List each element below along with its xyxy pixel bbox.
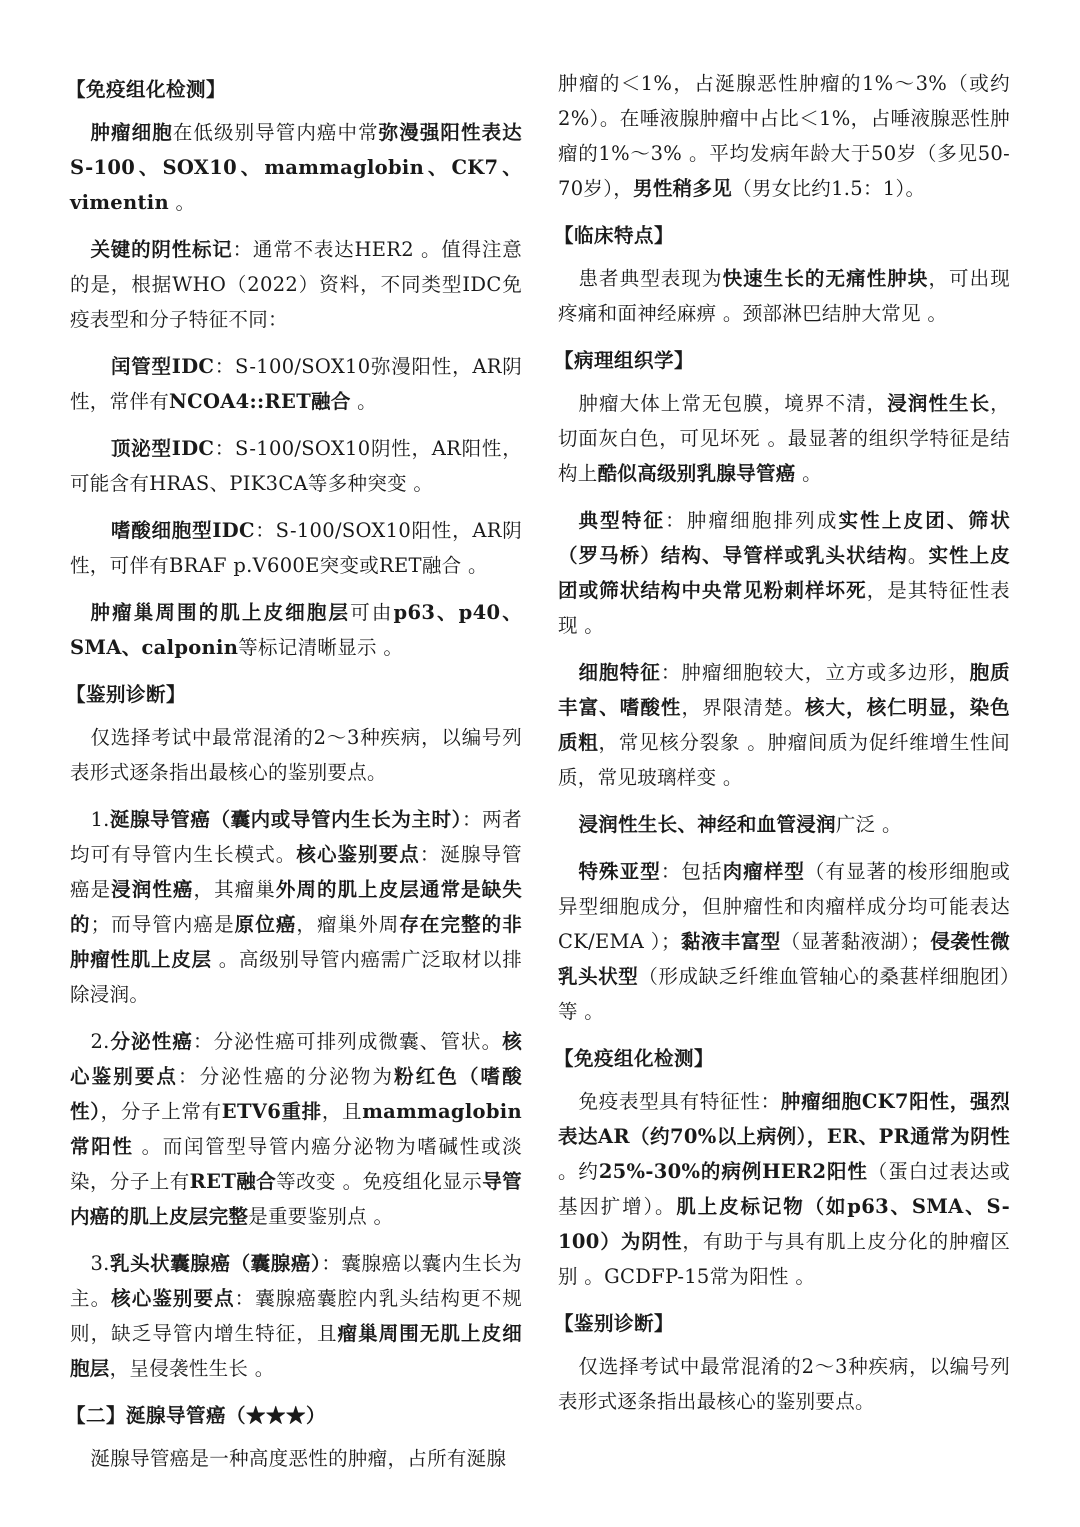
bold-text-run: 细胞特征: [578, 661, 661, 684]
text-run: 免疫表型具有特征性：: [578, 1090, 781, 1113]
text-run: 在低级别导管内癌中常: [172, 121, 379, 144]
bold-text-run: 存在完整的非肿瘤性肌上皮层: [70, 913, 523, 971]
text-run: （显著黏液湖）；: [780, 930, 931, 953]
text-run: 。: [350, 390, 377, 413]
paragraph: [70, 1246, 522, 1386]
bold-text-run: 实性上皮团或筛状结构中央常见粉刺样坏死: [558, 544, 1010, 602]
bold-text-run: 粉红色（嗜酸性）: [70, 1065, 522, 1123]
text-run: 等改变 。免疫组化显示: [276, 1170, 483, 1193]
bold-text-run: 肉瘤样型: [722, 860, 805, 883]
bold-text-run: 侵袭性微乳头状型: [558, 930, 1011, 988]
bold-text-run: 核心鉴别要点: [70, 1030, 522, 1088]
bold-text-run: 涎腺导管癌（囊内或导管内生长为主时）: [109, 808, 462, 831]
section-heading: 【鉴别诊断】: [66, 683, 187, 706]
bold-text-run: 核大，核仁明显，染色质粗: [558, 696, 1010, 754]
paragraph: [70, 513, 522, 583]
bold-text-run: 黏液丰富型: [680, 930, 781, 953]
text-run: ：肿瘤细胞较大，立方或多边形，: [660, 661, 970, 684]
text-run: ，切面灰白色，可见坏死 。最显著的组织学特征是结构上: [558, 392, 1010, 485]
bold-text-run: 胞质丰富、嗜酸性: [558, 661, 1010, 719]
paragraph: [558, 386, 1010, 491]
paragraph: [70, 115, 522, 220]
text-run: 等标记清晰显示 。: [238, 636, 404, 659]
text-run: ：S-100/SOX10阴性，AR阳性，可能含有HRAS、PIK3CA等多种突变 。: [70, 437, 522, 495]
paragraph: [70, 595, 522, 665]
bold-text-run: NCOA4::RET融合: [169, 390, 351, 413]
section-heading: 【临床特点】: [554, 224, 675, 247]
bold-text-run: 实性上皮团、筛状（罗马桥）结构、导管样或乳头状结构: [558, 509, 1011, 567]
text-run: ，分子上常有: [100, 1100, 222, 1123]
text-run: ，是其特征性表现 。: [558, 579, 1010, 637]
text-run: ：囊腺癌囊腔内乳头结构更不规则，缺乏导管内增生特征，且: [70, 1287, 522, 1345]
paragraph: [558, 66, 1010, 206]
bold-text-run: 肿瘤细胞CK7阳性，强烈表达AR（约70%以上病例），ER、PR通常为阴性: [558, 1090, 1010, 1148]
bold-text-run: 导管内癌的肌上皮层完整: [70, 1170, 522, 1228]
bold-text-run: 25%-30%的病例HER2阳性: [598, 1160, 868, 1183]
text-run: 1.: [90, 808, 110, 831]
paragraph: [558, 807, 1010, 842]
section-heading: 【鉴别诊断】: [554, 1312, 675, 1335]
section-heading: 【病理组织学】: [554, 349, 695, 372]
section-heading: 【二】涎腺导管癌（★★★）: [66, 1404, 327, 1427]
bold-text-run: 外周的肌上皮层通常是缺失的: [70, 878, 523, 936]
text-run: 涎腺导管癌是一种高度恶性的肿瘤，占所有涎腺: [90, 1447, 507, 1470]
text-run: 仅选择考试中最常混淆的2～3种疾病，以编号列表形式逐条指出最核心的鉴别要点。: [558, 1355, 1010, 1413]
text-run: 患者典型表现为: [578, 267, 723, 290]
bold-text-run: 典型特征: [578, 509, 666, 532]
text-run: ：分泌性癌的分泌物为: [178, 1065, 395, 1088]
text-run: （有显著的梭形细胞或异型细胞成分，但肿瘤性和肉瘤样成分均可能表达CK/EMA ）；: [558, 860, 1010, 953]
text-run: ：通常不表达HER2 。值得注意的是，根据WHO（2022）资料，不同类型IDC免疫表型和分子特征不同：: [70, 238, 522, 331]
paragraph: [558, 1084, 1010, 1294]
bold-text-run: 浸润性癌: [111, 878, 194, 901]
text-run: ：肿瘤细胞排列成: [665, 509, 839, 532]
text-run: ：S-100/SOX10阳性，AR阴性，可伴有BRAF p.V600E突变或RET融合 。: [70, 519, 522, 577]
bold-text-run: 男性稍多见: [633, 177, 733, 200]
bold-text-run: 核心鉴别要点: [296, 843, 420, 866]
bold-text-run: 浸润性生长: [887, 392, 991, 415]
paragraph: [70, 232, 522, 337]
text-run: ，可出现疼痛和面神经麻痹 。颈部淋巴结肿大常见 。: [558, 267, 1010, 325]
text-run: 3.: [90, 1252, 110, 1275]
section-heading: 【免疫组化检测】: [554, 1047, 715, 1070]
text-run: 。: [168, 191, 196, 214]
bold-text-run: 闰管型IDC: [110, 355, 215, 378]
text-run: ：S-100/SOX10弥漫阳性，AR阴性，常伴有: [70, 355, 522, 413]
text-run: ：囊腺癌以囊内生长为主。: [70, 1252, 522, 1310]
text-run: （形成缺乏纤维血管轴心的桑葚样细胞团）等 。: [558, 965, 1010, 1023]
text-run: ：两者均可有导管内生长模式。: [70, 808, 522, 866]
bold-text-run: mammaglobin常阳性: [70, 1100, 522, 1158]
bold-text-run: ETV6重排: [221, 1100, 322, 1123]
text-run: 。而闰管型导管内癌分泌物为嗜碱性或淡染，分子上有: [70, 1135, 523, 1193]
bold-text-run: 乳头状囊腺癌（囊腺癌）: [109, 1252, 322, 1275]
bold-text-run: 嗜酸细胞型IDC: [110, 519, 255, 542]
bold-text-run: 肌上皮标记物（如p63、SMA、S-100）为阴性: [558, 1195, 1010, 1253]
paragraph: [558, 854, 1010, 1029]
bold-text-run: 特殊亚型: [578, 860, 661, 883]
left-column: [66, 66, 523, 1488]
section-heading: 【免疫组化检测】: [66, 78, 227, 101]
bold-text-run: 肿瘤细胞: [90, 121, 173, 144]
text-run: 肿瘤大体上常无包膜，境界不清，: [578, 392, 888, 415]
text-run: ：包括: [660, 860, 723, 883]
text-run: ，有助于与具有肌上皮分化的肿瘤区别 。GCDFP-15常为阳性 。: [558, 1230, 1010, 1288]
text-run: 。约: [558, 1160, 599, 1183]
text-run: ，常见核分裂象 。肿瘤间质为促纤维增生性间质，常见玻璃样变 。: [558, 731, 1010, 789]
text-run: ：涎腺导管癌是: [70, 843, 522, 901]
bold-text-run: 原位癌: [234, 913, 297, 936]
text-run: 肿瘤的＜1%，占涎腺恶性肿瘤的1%～3%（或约2%）。在唾液腺肿瘤中占比＜1%，占唾液腺恶性肿瘤的1%～3% 。平均发病年龄大于50岁（多见50-70岁），: [558, 72, 1010, 200]
text-run: 是重要鉴别点 。: [248, 1205, 394, 1228]
text-run: 广泛 。: [835, 813, 902, 836]
bold-text-run: 弥漫强阳性表达S-100、SOX10、mammaglobin、CK7、vimentin: [70, 121, 522, 214]
text-run: 。: [795, 462, 822, 485]
text-run: （男女比约1.5：1）。: [732, 177, 926, 200]
paragraph: [70, 1441, 522, 1476]
bold-text-run: 关键的阴性标记: [90, 238, 233, 261]
text-run: ，界限清楚。: [681, 696, 805, 719]
text-run: ；而导管内癌是: [90, 913, 235, 936]
text-run: ，瘤巢外周: [296, 913, 400, 936]
bold-text-run: RET融合: [189, 1170, 277, 1193]
text-run: ，呈侵袭性生长 。: [109, 1357, 275, 1380]
paragraph: [70, 431, 522, 501]
bold-text-run: p63、p40、SMA、calponin: [70, 601, 522, 659]
paragraph: [70, 1024, 522, 1234]
paragraph: [70, 720, 522, 790]
bold-text-run: 肿瘤巢周围的肌上皮细胞层: [90, 601, 351, 624]
text-run: 可由: [350, 601, 394, 624]
bold-text-run: 核心鉴别要点: [111, 1287, 235, 1310]
bold-text-run: 顶泌型IDC: [110, 437, 215, 460]
text-run: 。高级别导管内癌需广泛取材以排除浸润。: [70, 948, 522, 1006]
text-run: ，且: [321, 1100, 363, 1123]
text-run: （蛋白过表达或基因扩增）。: [558, 1160, 1010, 1218]
text-run: 仅选择考试中最常混淆的2～3种疾病，以编号列表形式逐条指出最核心的鉴别要点。: [70, 726, 522, 784]
text-run: ：分泌性癌可排列成微囊、管状。: [192, 1030, 503, 1053]
text-run: ，其瘤巢: [193, 878, 276, 901]
paragraph: [558, 655, 1010, 795]
bold-text-run: 快速生长的无痛性肿块: [722, 267, 929, 290]
bold-text-run: 浸润性生长、神经和血管浸润: [578, 813, 836, 836]
paragraph: [558, 503, 1010, 643]
bold-text-run: 酷似高级别乳腺导管癌: [597, 462, 796, 485]
paragraph: [70, 349, 522, 419]
paragraph: [558, 261, 1010, 331]
paragraph: [70, 802, 522, 1012]
paragraph: [558, 1349, 1010, 1419]
text-run: 。: [907, 544, 929, 567]
right-column: [554, 66, 1011, 1431]
text-run: 2.: [90, 1030, 110, 1053]
bold-text-run: 瘤巢周围无肌上皮细胞层: [70, 1322, 522, 1380]
bold-text-run: 分泌性癌: [109, 1030, 193, 1053]
